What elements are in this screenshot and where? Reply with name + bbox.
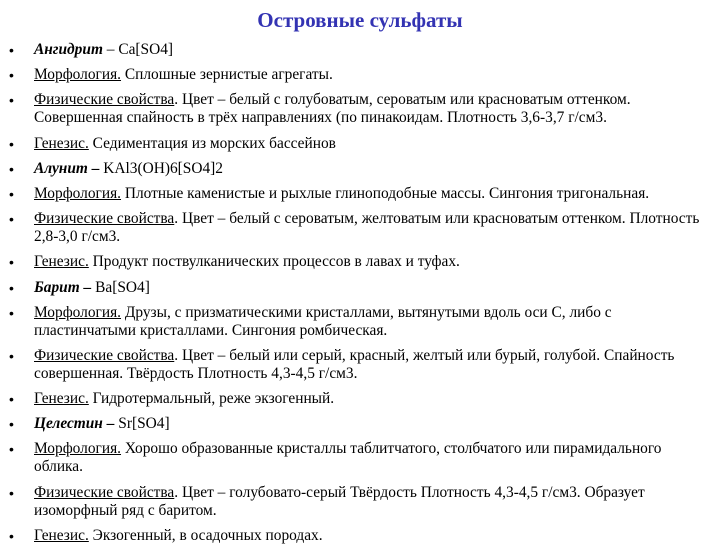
bullet-icon: • [9, 416, 14, 433]
item-text: Сплошные зернистые агрегаты. [124, 66, 333, 84]
section-label: Физические свойства [34, 346, 175, 364]
mineral-name: Ангидрит [34, 41, 103, 58]
item-text: Sr[SO4] [118, 415, 170, 433]
list-item [0, 253, 720, 271]
section-label: Морфология. [34, 303, 122, 321]
bullet-icon: • [9, 160, 14, 177]
bullet-icon: • [9, 185, 14, 202]
list-item [0, 160, 720, 178]
bullet-icon: • [9, 304, 14, 321]
bullet-icon: • [9, 211, 14, 228]
section-label: Физические свойства [34, 483, 175, 501]
separator: – [102, 41, 119, 58]
item-text: Ba[SO4] [95, 278, 150, 296]
list-item [0, 415, 720, 433]
bullet-icon: • [9, 391, 14, 408]
list-item [0, 210, 720, 246]
section-label: Морфология. [34, 184, 122, 202]
bullet-icon: • [9, 347, 14, 364]
section-label: Морфология. [34, 440, 122, 458]
bullet-icon: • [9, 279, 14, 296]
bullet-icon: • [9, 441, 14, 458]
section-label: Физические свойства [34, 91, 175, 109]
section-label: Генезис. [34, 526, 89, 544]
bullet-icon: • [9, 42, 14, 58]
section-label: Генезис. [34, 253, 89, 271]
bullet-icon: • [9, 254, 14, 271]
list-item [0, 279, 720, 297]
bullet-icon: • [9, 527, 14, 544]
item-text: Друзы, с призматическими кристаллами, вытянутыми вдоль оси С, либо с пластинчатыми кристаллами. Сингония ромбическая. [34, 303, 612, 339]
section-label: Генезис. [34, 134, 89, 152]
bullet-icon: • [9, 135, 14, 152]
list-item [0, 66, 720, 84]
bullet-icon: • [9, 92, 14, 109]
item-text: Продукт поствулканических процессов в лавах и туфах. [92, 253, 460, 271]
list-item [0, 347, 720, 383]
item-text: Экзогенный, в осадочных породах. [92, 526, 323, 544]
item-text: KAl3(OH)6[SO4]2 [103, 159, 223, 177]
list-item [0, 390, 720, 408]
list-item [0, 185, 720, 203]
section-label: Морфология. [34, 66, 122, 84]
mineral-name: Барит – [34, 278, 92, 296]
page-title: Островные сульфаты [257, 8, 463, 32]
list-item [0, 135, 720, 153]
item-text: Ca[SO4] [118, 41, 174, 58]
section-label: Физические свойства [34, 210, 175, 228]
list-item [0, 484, 720, 520]
list-item [0, 41, 720, 59]
list-item [0, 527, 720, 545]
bullet-list [0, 41, 720, 552]
item-text: Гидротермальный, реже экзогенный. [92, 390, 335, 408]
bullet-icon: • [9, 67, 14, 84]
bullet-icon: • [9, 484, 14, 501]
section-label: Генезис. [34, 390, 89, 408]
item-text: . Цвет – белый с сероватым, желтоватым или красноватым оттенком. Плотность 2,8-3,0 г/см3. [34, 210, 700, 246]
item-text: Хорошо образованные кристаллы таблитчатого, столбчатого или пирамидального облика. [34, 440, 662, 476]
list-item [0, 440, 720, 476]
list-item [0, 91, 720, 127]
item-text: . Цвет – голубовато-серый Твёрдость Плотность 4,3-4,5 г/см3. Образует изоморфный ряд с баритом. [34, 483, 645, 519]
item-text: . Цвет – белый или серый, красный, желтый или бурый, голубой. Спайность совершенная. Твёрдость Плотность 4,3-4,5 г/см3. [34, 346, 675, 382]
list-item [0, 304, 720, 340]
mineral-name: Алунит – [34, 159, 100, 177]
item-text: Седиментация из морских бассейнов [92, 134, 336, 152]
mineral-name: Целестин – [34, 415, 115, 433]
item-text: . Цвет – белый с голубоватым, сероватым или красноватым оттенком. Совершенная спайность в трёх направлениях (по пинакоидам. Плотность 3,6-3,7 г/см3. [34, 91, 631, 127]
item-text: Плотные каменистые и рыхлые глиноподобные массы. Сингония тригональная. [124, 184, 650, 202]
